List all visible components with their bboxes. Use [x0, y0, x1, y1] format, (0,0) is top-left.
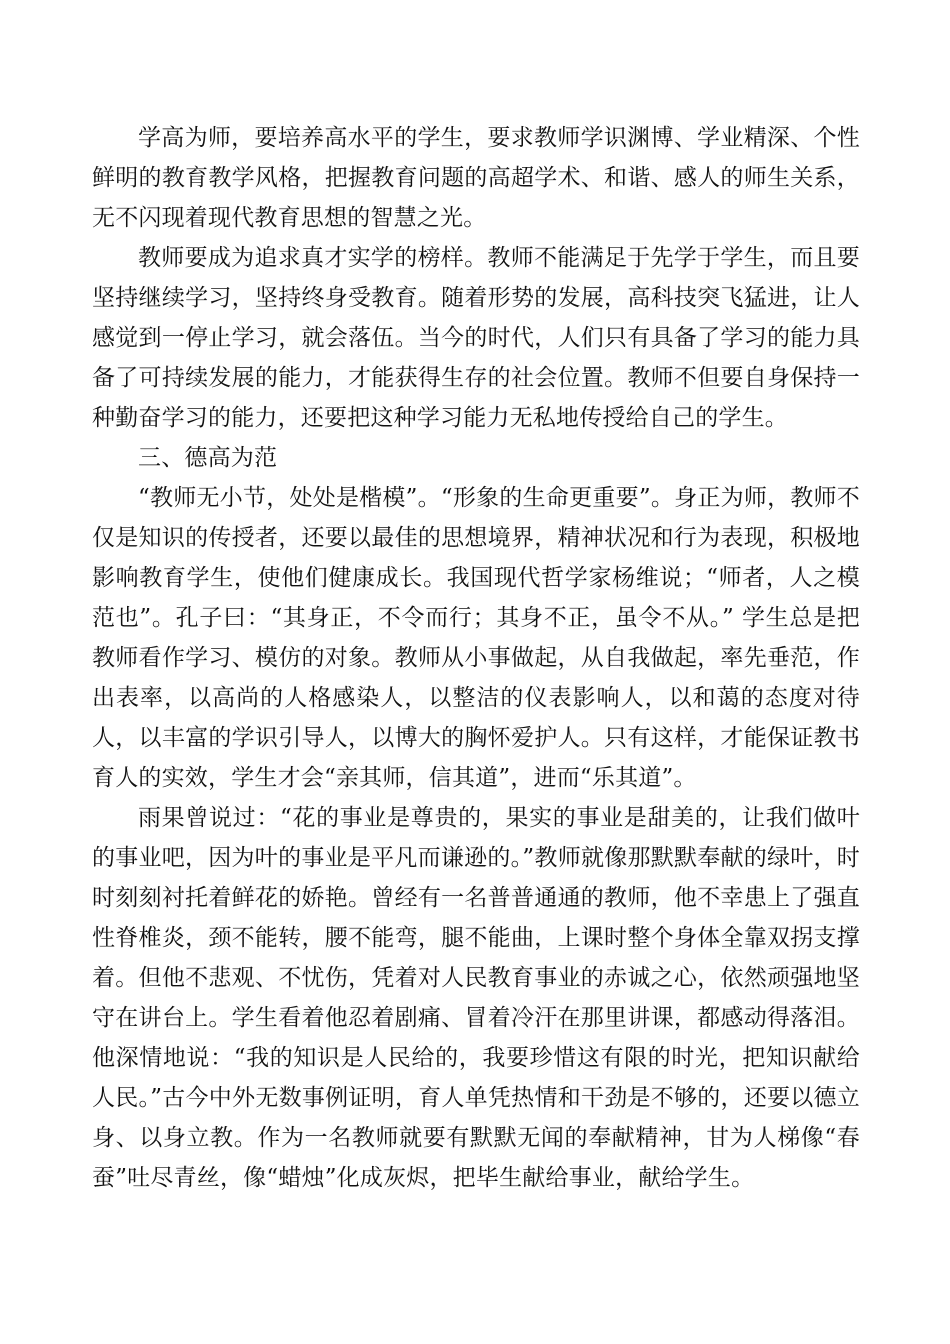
paragraph-role-model: “教师无小节，处处是楷模”。“形象的生命更重要”。身正为师，教师不仅是知识的传授者，还要以最佳的思想境界，精神状况和行为表现，积极地影响教育学生，使他们健康成长。我国现代哲学家杨维说；“师者，人之模范也”。孔子曰：“其身正，不令而行；其身不正，虽令不从。” 学生总是把教师看作学习、模仿的对象。教师从小事做起，从自我做起，率先垂范，作出表率，以高尚的人格感染人，以整洁的仪表影响人，以和蔼的态度对待人，以丰富的学识引导人，以博大的胸怀爱护人。只有这样，才能保证教书育人的实效，学生才会“亲其师，信其道”，进而“乐其道”。: [92, 485, 860, 791]
paragraph-dedication: 雨果曾说过：“花的事业是尊贵的，果实的事业是甜美的，让我们做叶的事业吧，因为叶的事业是平凡而谦逊的。”教师就像那默默奉献的绿叶，时时刻刻衬托着鲜花的娇艳。曾经有一名普普通通的教师，他不幸患上了强直性脊椎炎，颈不能转，腰不能弯，腿不能曲，上课时整个身体全靠双拐支撑着。但他不悲观、不忧伤，凭着对人民教育事业的赤诚之心，依然顽强地坚守在讲台上。学生看着他忍着剧痛、冒着冷汗在那里讲课，都感动得落泪。他深情地说：“我的知识是人民给的，我要珍惜这有限的时光，把知识献给人民。”古今中外无数事例证明，育人单凭热情和干劲是不够的，还要以德立身、以身立教。作为一名教师就要有默默无闻的奉献精神，甘为人梯像“春蚕”吐尽青丝，像“蜡烛”化成灰烬，把毕生献给事业，献给学生。: [92, 805, 860, 1191]
section-heading: 三、德高为范: [138, 445, 278, 471]
paragraph-lifelong-learning: 教师要成为追求真才实学的榜样。教师不能满足于先学于学生，而且要坚持继续学习，坚持终身受教育。随着形势的发展，高科技突飞猛进，让人感觉到一停止学习，就会落伍。当今的时代，人们只有具备了学习的能力具备了可持续发展的能力，才能获得生存的社会位置。教师不但要自身保持一种勤奋学习的能力，还要把这种学习能力无私地传授给自己的学生。: [92, 245, 860, 431]
document-page: [92, 118, 860, 1198]
paragraph-learning-teacher: 学高为师，要培养高水平的学生，要求教师学识渊博、学业精深、个性鲜明的教育教学风格，把握教育问题的高超学术、和谐、感人的师生关系，无不闪现着现代教育思想的智慧之光。: [92, 125, 860, 231]
